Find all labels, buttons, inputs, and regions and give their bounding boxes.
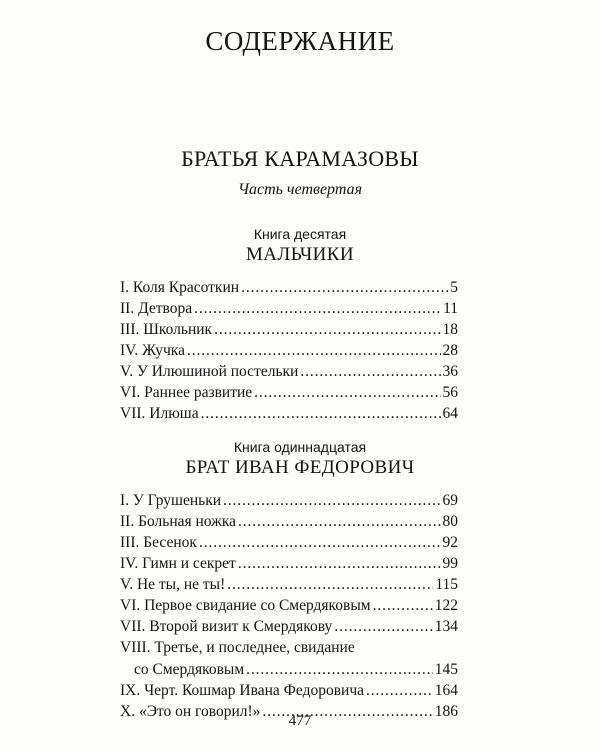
chapter-title: IV. Гимн и секрет	[120, 555, 236, 572]
chapter-page-number: 18	[442, 321, 458, 338]
toc-entry	[120, 361, 458, 382]
chapter-title: V. У Илюшиной постельки	[120, 363, 299, 380]
toc-entry	[120, 298, 458, 319]
book-11-chapter-list	[120, 490, 458, 722]
toc-entry	[120, 532, 458, 553]
chapter-page-number: 115	[435, 576, 458, 593]
toc-entry	[120, 490, 458, 511]
page-number: 477	[288, 713, 312, 729]
dot-leader	[300, 361, 440, 382]
chapter-title: I. У Грушеньки	[120, 492, 222, 509]
chapter-page-number: 11	[443, 300, 458, 317]
dot-leader	[366, 680, 433, 701]
dot-leader	[238, 511, 440, 532]
toc-entry	[120, 277, 458, 298]
chapter-title-continuation: со Смердяковым	[134, 661, 245, 678]
dot-leader	[227, 574, 433, 595]
page-heading: СОДЕРЖАНИЕ	[205, 26, 395, 56]
chapter-title: V. Не ты, не ты!	[120, 576, 226, 593]
toc-entry	[120, 595, 458, 616]
book-10-chapter-list	[120, 277, 458, 424]
toc-entry	[120, 382, 458, 403]
chapter-title: IX. Черт. Кошмар Ивана Федоровича	[120, 682, 365, 699]
chapter-title: II. Больная ножка	[120, 513, 237, 530]
toc-entry	[120, 511, 458, 532]
chapter-page-number: 186	[434, 703, 458, 720]
chapter-title: VI. Раннее развитие	[120, 384, 253, 401]
chapter-page-number: 36	[442, 363, 458, 380]
dot-leader	[246, 659, 433, 680]
chapter-page-number: 64	[442, 405, 458, 422]
book-11-label: Книга одиннадцатая	[233, 439, 367, 455]
toc-entry	[120, 319, 458, 340]
chapter-page-number: 122	[434, 597, 458, 614]
dot-leader	[223, 490, 440, 511]
toc-entry	[120, 637, 458, 659]
dot-leader	[373, 595, 433, 616]
dot-leader	[334, 616, 432, 637]
toc-entry	[120, 403, 458, 424]
dot-leader	[238, 553, 441, 574]
toc-entry-continuation	[120, 659, 458, 680]
chapter-title: III. Бесенок	[120, 534, 197, 551]
chapter-title: VI. Первое свидание со Смердяковым	[120, 597, 371, 614]
chapter-title: VII. Второй визит к Смердякову	[120, 618, 333, 635]
toc-entry	[120, 553, 458, 574]
chapter-page-number: 134	[434, 618, 458, 635]
chapter-page-number: 145	[434, 661, 458, 678]
chapter-title: X. «Это он говорил!»	[120, 703, 261, 720]
chapter-page-number: 99	[442, 555, 458, 572]
chapter-page-number: 56	[442, 384, 458, 401]
toc-entry	[120, 616, 458, 637]
chapter-page-number: 5	[450, 279, 458, 296]
chapter-page-number: 80	[442, 513, 458, 530]
part-title: Часть четвертая	[237, 181, 363, 198]
chapter-page-number: 92	[442, 534, 458, 551]
dot-leader	[214, 319, 440, 340]
work-title: БРАТЬЯ КАРАМАЗОВЫ	[181, 146, 419, 171]
chapter-title: VII. Илюша	[120, 405, 199, 422]
dot-leader	[201, 403, 441, 424]
chapter-page-number: 28	[442, 342, 458, 359]
chapter-page-number: 69	[442, 492, 458, 509]
dot-leader	[187, 340, 441, 361]
book-10-label: Книга десятая	[253, 226, 347, 242]
toc-entry	[120, 340, 458, 361]
book-10-title: МАЛЬЧИКИ	[246, 244, 354, 265]
toc-entry	[120, 680, 458, 701]
toc-entry	[120, 574, 458, 595]
chapter-title: III. Школьник	[120, 321, 213, 338]
dot-leader	[254, 382, 440, 403]
dot-leader	[241, 277, 448, 298]
chapter-title: IV. Жучка	[120, 342, 185, 359]
chapter-title: II. Детвора	[120, 300, 193, 317]
chapter-page-number: 164	[434, 682, 458, 699]
dot-leader	[194, 298, 441, 319]
dot-leader	[199, 532, 441, 553]
chapter-title: VIII. Третье, и последнее, свидание	[120, 639, 355, 656]
book-11-title: БРАТ ИВАН ФЕДОРОВИЧ	[185, 457, 415, 478]
chapter-title: I. Коля Красоткин	[120, 279, 240, 296]
